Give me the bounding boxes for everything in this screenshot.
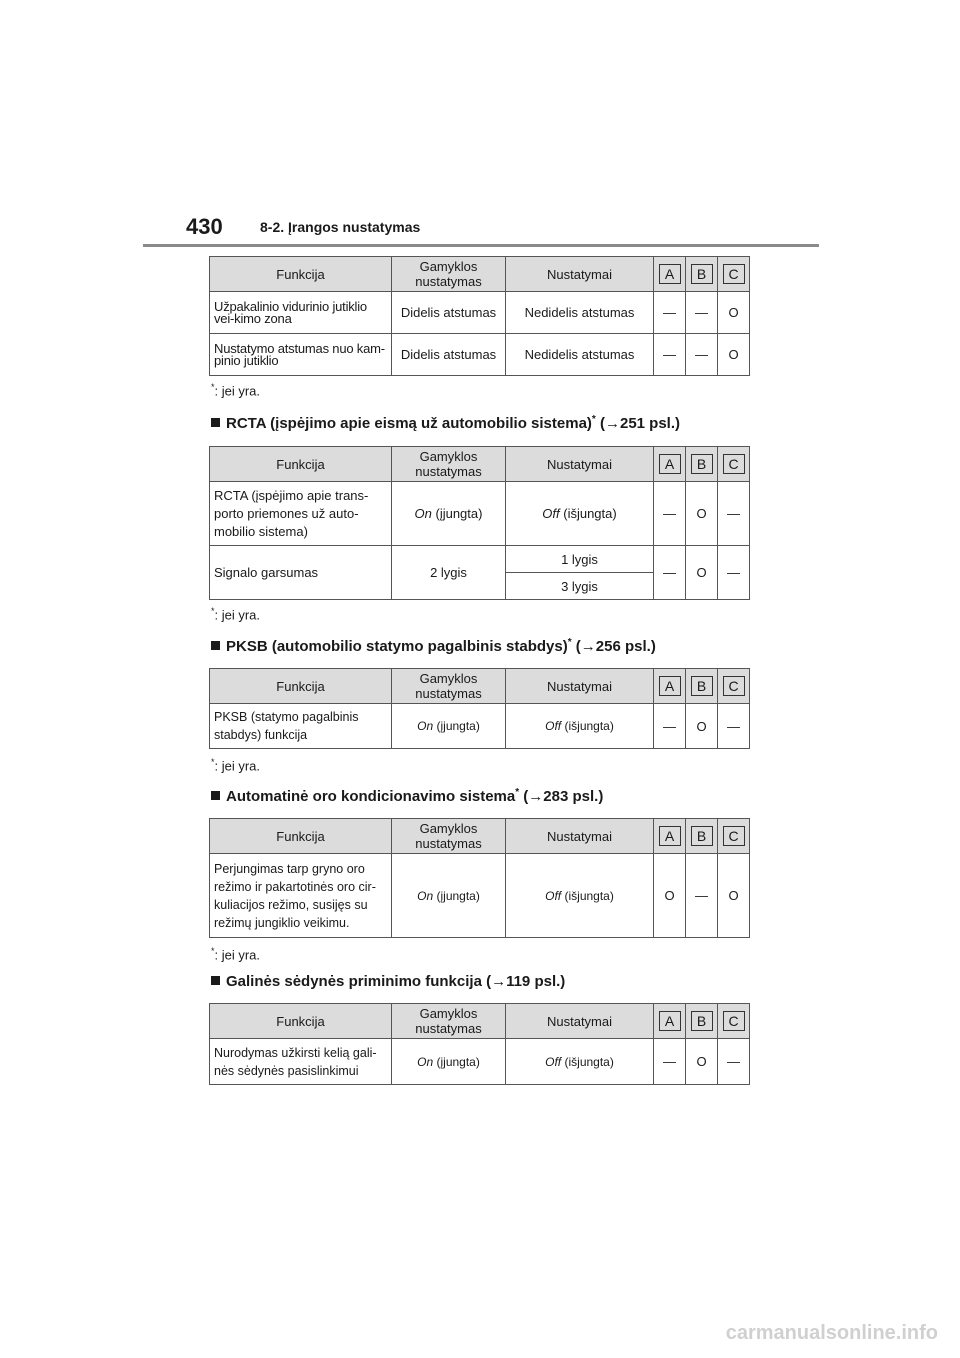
col-b-header: B [691,676,713,696]
cell-a: O [654,854,686,938]
cell-a: — [654,334,686,376]
col-a-header: A [659,264,681,284]
table-row [210,546,750,573]
factory-cell: Didelis atstumas [392,292,506,334]
settings-table-rcta [209,446,750,600]
table-header-row [210,669,750,704]
cell-a: — [654,482,686,546]
col-function-header: Funkcija [210,669,392,704]
col-function-header: Funkcija [210,447,392,482]
col-settings-header: Nustatymai [506,1004,654,1039]
col-factory-header: Gamyklos nustatymas [392,819,506,854]
settings-table-rear-seat [209,1003,750,1085]
page-number: 430 [186,214,223,239]
settings-table-pksb [209,668,750,749]
cell-a: — [654,704,686,749]
col-settings-header: Nustatymai [506,447,654,482]
header-rule [143,244,819,247]
setting-cell: 3 lygis [506,573,654,600]
col-factory-header: Gamyklos nustatymas [392,257,506,292]
col-function-header: Funkcija [210,819,392,854]
col-c-header: C [723,264,745,284]
cell-c: — [718,482,750,546]
function-cell: Perjungimas tarp gryno oro režimo ir pakartotinės oro cir-kuliacijos režimo, susijęs su režimų jungiklio veikimu. [210,854,392,938]
col-c-header: C [723,676,745,696]
cell-b: O [686,546,718,600]
col-function-header: Funkcija [210,257,392,292]
section-heading-ac: Automatinė oro kondicionavimo sistema* (→283 psl.) [211,787,603,805]
table-header-row [210,257,750,292]
table-row [210,292,750,334]
cell-b: — [686,334,718,376]
table-row [210,1039,750,1085]
col-settings-header: Nustatymai [506,669,654,704]
factory-cell: On (įjungta) [392,1039,506,1085]
function-cell: Užpakalinio vidurinio jutiklio vei-kimo zona [210,292,392,334]
table-row [210,704,750,749]
cell-b: O [686,1039,718,1085]
cell-c: O [718,334,750,376]
function-cell: Nustatymo atstumas nuo kam-pinio jutiklio [210,334,392,376]
cell-a: — [654,1039,686,1085]
settings-table-ac [209,818,750,938]
cell-a: — [654,292,686,334]
col-c-header: C [723,826,745,846]
cell-b: O [686,482,718,546]
col-a-header: A [659,676,681,696]
footnote: *: jei yra. [211,382,261,399]
col-b-header: B [691,264,713,284]
function-cell: RCTA (įspėjimo apie trans-porto priemones už auto-mobilio sistema) [210,482,392,546]
footnote: *: jei yra. [211,946,261,963]
square-bullet-icon [211,418,220,427]
col-a-header: A [659,826,681,846]
col-c-header: C [723,1011,745,1031]
footnote: *: jei yra. [211,606,261,623]
function-cell: Signalo garsumas [210,546,392,600]
setting-cell: Off (išjungta) [506,854,654,938]
cell-c: O [718,854,750,938]
function-cell: PKSB (statymo pagalbinis stabdys) funkcija [210,704,392,749]
factory-cell: On (įjungta) [392,704,506,749]
cell-b: — [686,854,718,938]
col-factory-header: Gamyklos nustatymas [392,447,506,482]
col-settings-header: Nustatymai [506,257,654,292]
cell-b: — [686,292,718,334]
table-row [210,482,750,546]
chapter-title: 8-2. Įrangos nustatymas [260,219,421,235]
square-bullet-icon [211,791,220,800]
factory-cell: 2 lygis [392,546,506,600]
cell-b: O [686,704,718,749]
cell-a: — [654,546,686,600]
col-c-header: C [723,454,745,474]
col-b-header: B [691,454,713,474]
cell-c: O [718,292,750,334]
col-a-header: A [659,1011,681,1031]
settings-table-sensors [209,256,750,376]
col-function-header: Funkcija [210,1004,392,1039]
col-factory-header: Gamyklos nustatymas [392,1004,506,1039]
col-factory-header: Gamyklos nustatymas [392,669,506,704]
factory-cell: Didelis atstumas [392,334,506,376]
watermark: carmanualsonline.info [725,1322,938,1344]
table-row [210,334,750,376]
section-heading-rcta: RCTA (įspėjimo apie eismą už automobilio sistema)* (→251 psl.) [211,414,680,432]
setting-cell: 1 lygis [506,546,654,573]
factory-cell: On (įjungta) [392,482,506,546]
setting-cell: Nedidelis atstumas [506,292,654,334]
col-settings-header: Nustatymai [506,819,654,854]
table-row [210,854,750,938]
square-bullet-icon [211,976,220,985]
section-heading-rear-seat: Galinės sėdynės priminimo funkcija (→119 psl.) [211,973,565,990]
col-b-header: B [691,1011,713,1031]
function-cell: Nurodymas užkirsti kelią gali-nės sėdynės pasislinkimui [210,1039,392,1085]
setting-cell: Off (išjungta) [506,482,654,546]
table-header-row [210,819,750,854]
col-b-header: B [691,826,713,846]
cell-c: — [718,704,750,749]
factory-cell: On (įjungta) [392,854,506,938]
section-heading-pksb: PKSB (automobilio statymo pagalbinis stabdys)* (→256 psl.) [211,637,656,655]
setting-cell: Nedidelis atstumas [506,334,654,376]
table-header-row [210,1004,750,1039]
col-a-header: A [659,454,681,474]
square-bullet-icon [211,641,220,650]
cell-c: — [718,546,750,600]
setting-cell: Off (išjungta) [506,704,654,749]
table-header-row [210,447,750,482]
footnote: *: jei yra. [211,757,261,774]
setting-cell: Off (išjungta) [506,1039,654,1085]
cell-c: — [718,1039,750,1085]
